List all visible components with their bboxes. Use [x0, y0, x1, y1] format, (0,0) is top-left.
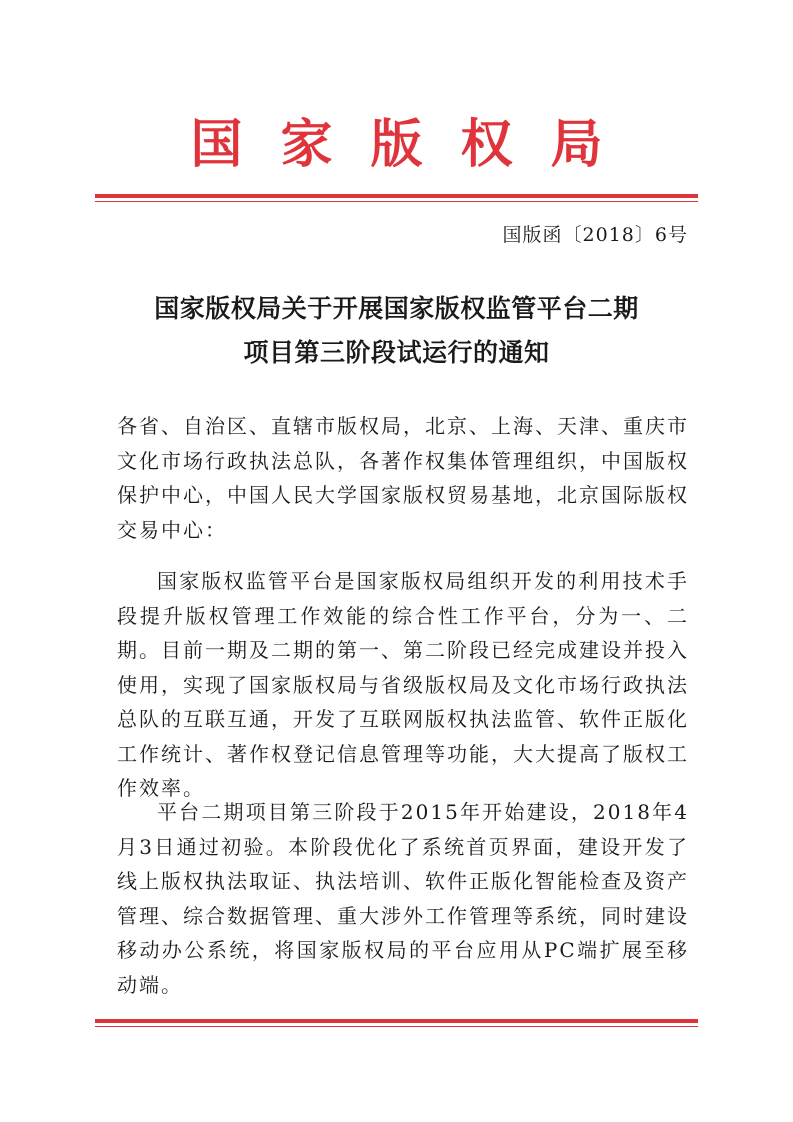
footer-red-rule [95, 1019, 698, 1027]
title-line-2: 项目第三阶段试运行的通知 [243, 338, 550, 367]
issuer-masthead: 国家版权局 [190, 114, 641, 175]
body-paragraph: 平台二期项目第三阶段于2015年开始建设，2018年4月3日通过初验。本阶段优化了系统首页界面，建设开发了线上版权执法取证、执法培训、软件正版化智能检查及资产管理、综合数据管理、重大涉外工作管理等系统，同时建设移动办公系统，将国家版权局的平台应用从PC端扩展至移动端。 [117, 800, 689, 997]
document-number: 国版函〔2018〕6号 [502, 224, 688, 246]
header-red-rule [95, 194, 698, 202]
addressee: 各省、自治区、直辖市版权局，北京、上海、天津、重庆市文化市场行政执法总队，各著作权集体管理组织，中国版权保护中心，中国人民大学国家版权贸易基地，北京国际版权交易中心： [117, 414, 689, 542]
body-paragraph: 国家版权监管平台是国家版权局组织开发的利用技术手段提升版权管理工作效能的综合性工作平台，分为一、二期。目前一期及二期的第一、第二阶段已经完成建设并投入使用，实现了国家版权局与省级版权局及文化市场行政执法总队的互联互通，开发了互联网版权执法监管、软件正版化工作统计、著作权登记信息管理等功能，大大提高了版权工作效率。 [117, 569, 689, 800]
document-title [0, 287, 793, 375]
title-line-1: 国家版权局关于开展国家版权监管平台二期 [154, 294, 639, 323]
